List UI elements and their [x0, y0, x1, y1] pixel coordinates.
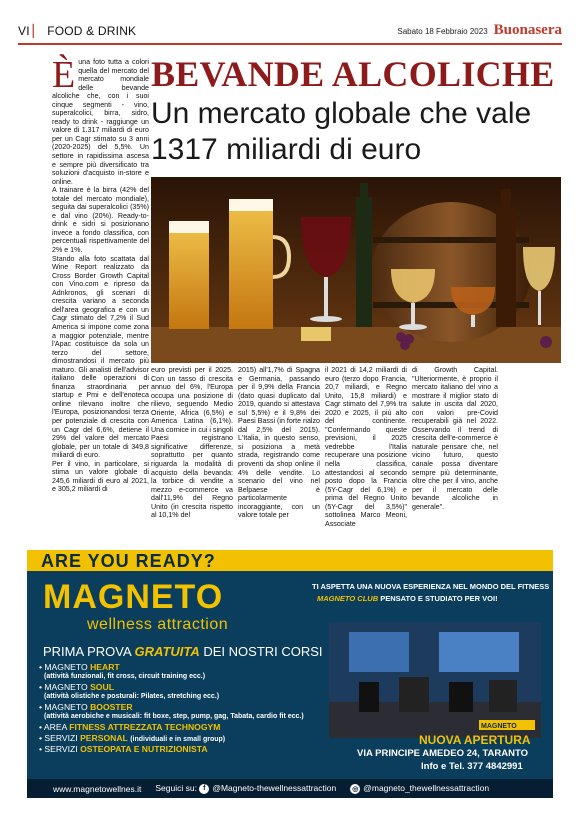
ad-website[interactable]: www.magnetowellnes.it	[53, 783, 142, 794]
ad-top-band	[27, 550, 553, 571]
issue-date: Sabato 18 Febbraio 2023	[397, 27, 488, 36]
ad-follow-label: Seguici su:	[155, 783, 197, 794]
ad-phone: Info e Tel. 377 4842991	[421, 761, 523, 772]
lead-paragraph-4: Per il vino, in particolare, si stima un valore globale di 245,6 miliardi di euro al 2021, e 305,2 miliardi di	[52, 459, 149, 494]
ad-offer-c: DEI NOSTRI CORSI	[199, 644, 323, 659]
ad-brand-logo: MAGNETO	[43, 578, 224, 616]
section-label: VI ▏ FOOD & DRINK	[18, 24, 137, 38]
service-item: • MAGNETO SOUL	[39, 682, 114, 692]
service-item: • SERVIZI PERSONAL (individuali e in small group)	[39, 733, 226, 743]
page-number: VI	[18, 24, 30, 38]
gym-logo: MAGNETO	[481, 723, 517, 730]
ad-services-list	[39, 662, 329, 755]
service-item: • SERVIZI OSTEOPATA E NUTRIZIONISTA	[39, 744, 208, 754]
service-item: • AREA FITNESS ATTREZZATA TECHNOGYM	[39, 722, 221, 732]
body-column-4: di Growth Capital. "Ulteriormente, è proprio il mercato italiano del vino a mostrare il miglior stato di salute in uscita dal 2020, con valori pre-Covid recuperabili già nel 2022. Osservando il trend di crescita dell'e-commerce è naturale pensare che, nel vicino futuro, questo canale possa diventare sempre più determinante, oltre che per il vino, anche per il mercato delle bevande alcoliche in generale".	[412, 366, 498, 511]
newspaper-logo: Buonasera	[493, 22, 562, 38]
drinks-illustration	[151, 177, 561, 363]
ad-club-text: PENSATO E STUDIATO PER VOI!	[378, 594, 498, 603]
service-detail: (attività olistiche e posturali: Pilates, stretching ecc.)	[44, 693, 220, 700]
ad-social	[155, 783, 336, 794]
article-title: BEVANDE ALCOLICHE	[151, 54, 555, 94]
service-detail: (attività funzionali, fit cross, circuit training ecc.)	[44, 673, 206, 680]
lead-column	[52, 54, 149, 494]
gym-photo	[329, 622, 541, 738]
ad-club-name: MAGNETO CLUB	[317, 594, 379, 603]
ad-instagram-handle[interactable]: @magneto_thewellnessattraction	[363, 783, 490, 794]
page-header	[18, 22, 562, 42]
header-right	[397, 22, 562, 39]
lead-paragraph-3: Stando alla foto scattata dal Wine Report realizzato da Cross Border Growth Capital con Vino.com e ripreso da Adnkronos, gli scenari di crescita variano a seconda dell'area geografica e con un Cagr stimato del 7,2% il Sud America si impone come zona a maggior potenziale, mentre l'Apac costituisce da sola un terzo del settore, dimostrandosi il mercato più maturo. Gli analisti dell'advisor italiano delle operazioni di finanza straordinaria per startup e Pmi e dell'enoteca online rilevano inoltre che l'Europa, posizionandosi terza per potenziale di crescita con un Cagr del 6,6%, detiene il 29% del valore del mercato globale, per un totale di 349,8 miliardi di euro.	[52, 254, 149, 460]
ad-offer-free: GRATUITA	[134, 644, 200, 659]
ad-instagram	[350, 783, 489, 794]
body-column-3: il 2021 di 14,2 miliardi di euro (terzo dopo Francia, 20,7 miliardi, e Regno Unito, 15,8 miliardi) e Cagr stimato del 7,9% tra 2020 e 2025, il più alto del continente. "Confermando queste previsioni, il 2025 vedrebbe l'Italia recuperare una posizione nella classifica, attestandosi al secondo posto dopo la Francia (5Y-Cagr del 6,1%) e prima del Regno Unito (5Y-Cagr del 3,5%)" sottolinea Marco Meoni, Associate	[325, 366, 407, 528]
ad-footer	[27, 779, 553, 798]
ad-facebook-handle[interactable]: @Magneto-thewellnessattraction	[212, 783, 337, 794]
service-item: • MAGNETO HEART	[39, 662, 120, 672]
ad-promo-line-1: TI ASPETTA UNA NUOVA ESPERIENZA NEL MONDO DEL FITNESS	[312, 582, 550, 591]
facebook-icon: f	[199, 784, 209, 794]
ad-headline: ARE YOU READY?	[41, 551, 216, 571]
lead-paragraph-2: A trainare è la birra (42% del totale del mercato mondiale), seguita dai superalcolici (35%) e dal vino (20%). Ready-to-drink e sidri si posizionano invece a fondo classifica, con percentuali rispettivamente del 2% e 1%.	[52, 186, 149, 255]
service-detail: (attività aerobiche e musicali: fit boxe, step, pump, gag, Tabata, cardio fit ecc.)	[44, 713, 304, 720]
drop-cap: È	[52, 54, 76, 96]
service-item: • MAGNETO BOOSTER	[39, 702, 133, 712]
section-name: FOOD & DRINK	[47, 24, 137, 38]
body-column-1: euro previsti per il 2025. Con un tasso di crescita annuo del 6%, l'Europa occupa una posizione di rilievo, seguendo Medio Oriente, Africa (6,5%) e America Latina (6,1%). Una cornice in cui i singoli Paesi registrano significative differenze, soprattutto per quanto riguarda la modalità di acquisto della bevanda: la torbice di vendite a mezzo e-commerce va dall'11,9% del Regno Unito (in crescita rispetto al 10,1% del	[151, 366, 234, 520]
header-rule	[18, 43, 562, 45]
ad-new-opening: NUOVA APERTURA	[419, 733, 531, 747]
ad-brand-tagline: wellness attraction	[87, 616, 229, 633]
body-column-2: 2015) all'1,7% di Spagna e Germania, passando per il 9,9% della Francia (dato quasi duplicato dal 2019, quando si attestava sul 5,5%) e il 9,8% dei Paesi Bassi (in forte rialzo dal 2,5% del 2015). L'Italia, in questo senso, si posiziona a metà strada, registrando come proventi da shop online il 4% delle vendite. Lo scenario del vino nel Belpaese è particolarmente incoraggiante, con un valore totale per	[238, 366, 321, 520]
ad-promo-line-2	[317, 594, 498, 603]
drinks-photo	[151, 177, 561, 363]
ad-offer	[43, 644, 323, 659]
lead-paragraph-1: una foto tutta a colori quella del mercato del mercato mondiale delle bevande alcoliche che, con i suoi cinque segmenti - vino, superalcolici, birra, sidro, ready to drink - raggiunge un valore di 1.317 miliardi di euro per un Cagr stimato su 3 anni (2020-2025) del 5,5%. Un settore in rapidissima ascesa e sempre più diversificato tra soluzioni d'acquisto in-store e online.	[52, 58, 149, 186]
article-subtitle: Un mercato globale che vale 1317 miliardi di euro	[151, 97, 532, 166]
magneto-advertisement	[27, 550, 553, 798]
gym-illustration	[329, 622, 541, 738]
instagram-icon: ◎	[352, 785, 359, 793]
ad-address: VIA PRINCIPE AMEDEO 24, TARANTO	[357, 748, 529, 759]
ad-offer-a: PRIMA PROVA	[43, 644, 135, 659]
